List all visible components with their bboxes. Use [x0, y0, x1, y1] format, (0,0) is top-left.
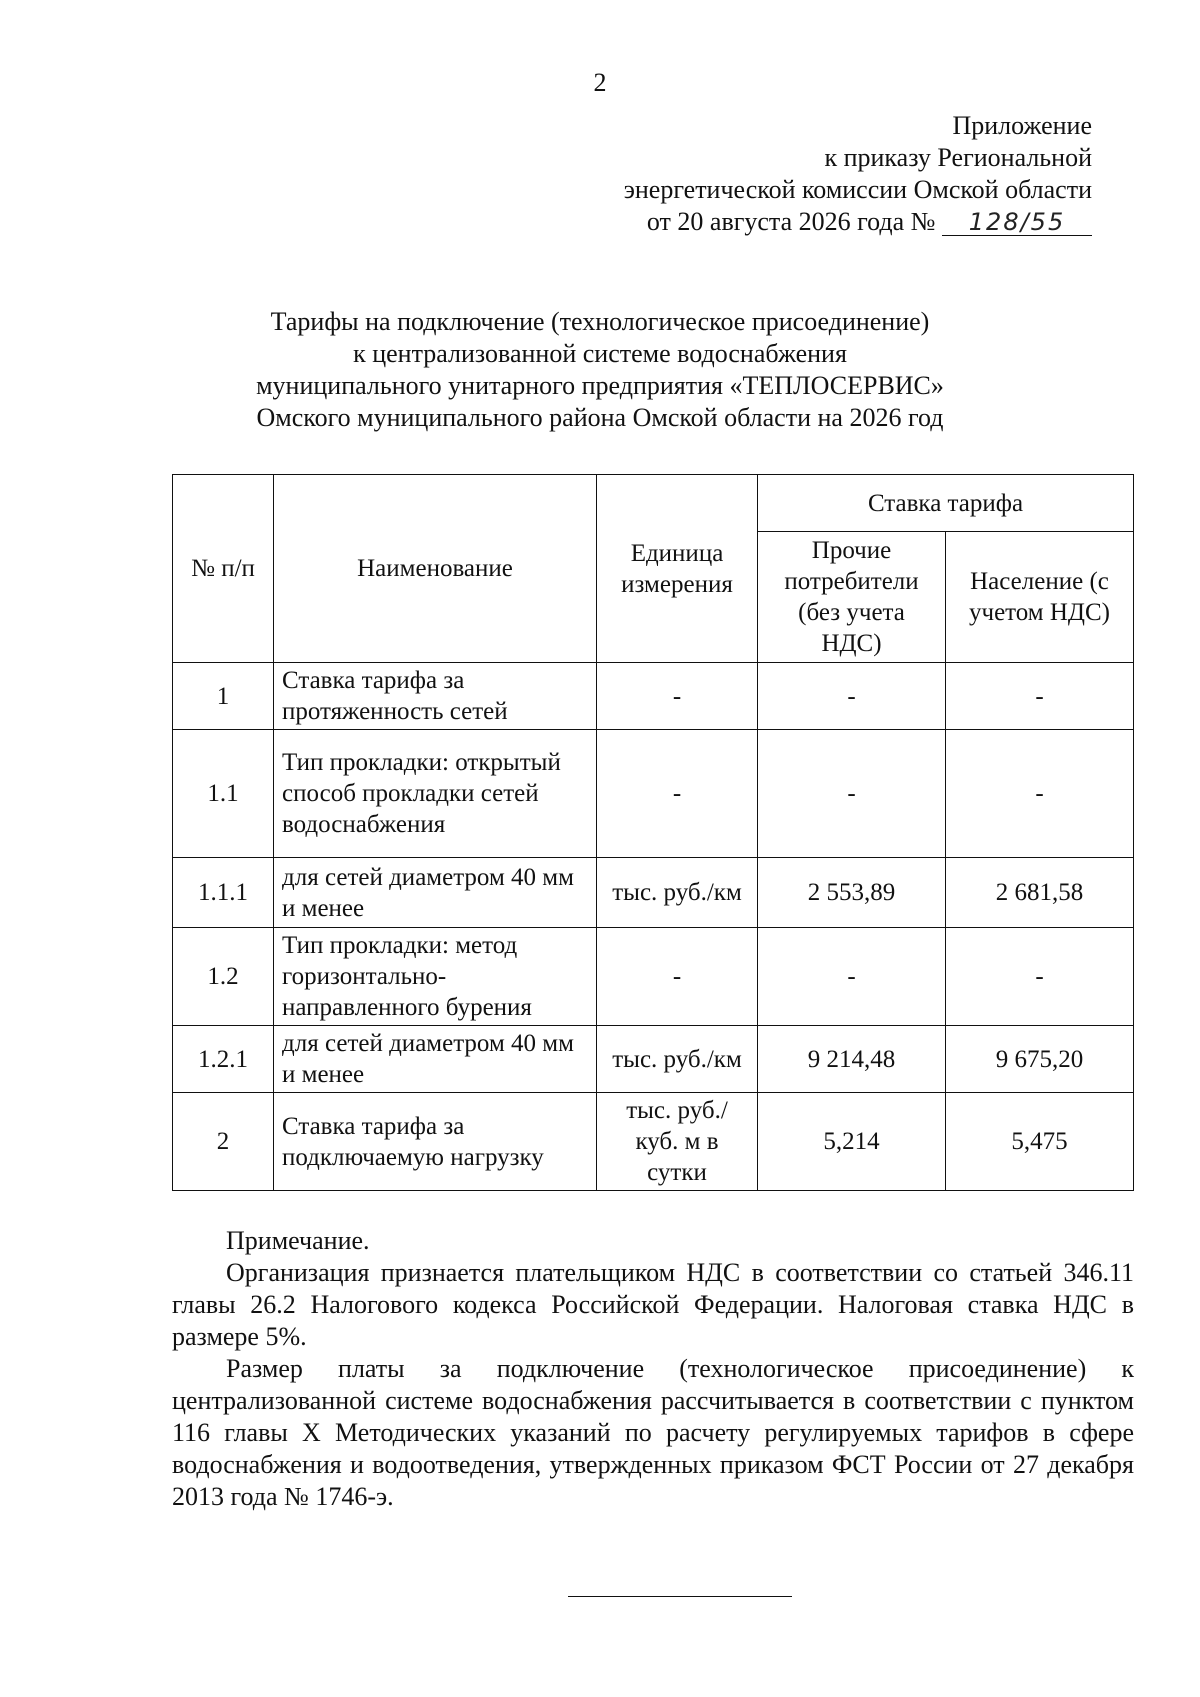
end-divider — [568, 1596, 792, 1597]
cell-num: 1 — [173, 663, 274, 730]
notes-title: Примечание. — [226, 1226, 370, 1255]
cell-other: - — [758, 663, 946, 730]
appendix-order-line — [624, 206, 1092, 238]
cell-population: - — [946, 730, 1134, 858]
cell-num: 2 — [173, 1093, 274, 1191]
cell-name: для сетей диаметром 40 мм и менее — [274, 1026, 597, 1093]
cell-num: 1.1 — [173, 730, 274, 858]
title-line: Омского муниципального района Омской области на 2026 год — [256, 403, 944, 432]
cell-unit: тыс. руб./ куб. м в сутки — [597, 1093, 758, 1191]
cell-num: 1.2.1 — [173, 1026, 274, 1093]
cell-population: - — [946, 663, 1134, 730]
cell-population: 2 681,58 — [946, 858, 1134, 928]
appendix-line: к приказу Региональной — [824, 143, 1092, 172]
cell-unit: - — [597, 730, 758, 858]
order-number-handwritten: 128/55 — [942, 209, 1092, 236]
cell-other: - — [758, 928, 946, 1026]
notes-paragraph: Размер платы за подключение (технологическое присоединение) к централизованной системе водоснабжения рассчитывается в соответствии с пунктом 116 главы X Методических указаний по расчету регулируемых тарифов в сфере водоснабжения и водоотведения, утвержденных приказом ФСТ России от 27 декабря 2013 года № 1746-э. — [172, 1354, 1134, 1511]
cell-population: 5,475 — [946, 1093, 1134, 1191]
table-row — [173, 858, 1134, 928]
table-row — [173, 663, 1134, 730]
cell-other: 2 553,89 — [758, 858, 946, 928]
header-name: Наименование — [274, 475, 597, 663]
cell-name: Ставка тарифа за протяженность сетей — [274, 663, 597, 730]
appendix-title: Приложение — [952, 111, 1092, 140]
table-header-row — [173, 475, 1134, 532]
header-population: Население (с учетом НДС) — [946, 532, 1134, 663]
cell-other: - — [758, 730, 946, 858]
cell-num: 1.2 — [173, 928, 274, 1026]
cell-unit: тыс. руб./км — [597, 858, 758, 928]
cell-name: Тип прокладки: метод горизонтально-направленного бурения — [274, 928, 597, 1026]
header-num: № п/п — [173, 475, 274, 663]
cell-population: 9 675,20 — [946, 1026, 1134, 1093]
document-title — [0, 306, 1200, 434]
table-row — [173, 1026, 1134, 1093]
table-row — [173, 730, 1134, 858]
appendix-line: энергетической комиссии Омской области — [623, 175, 1092, 204]
page-number: 2 — [593, 68, 607, 97]
tariff-table — [172, 474, 1134, 1191]
title-line: к централизованной системе водоснабжения — [353, 339, 847, 368]
header-rate: Ставка тарифа — [758, 475, 1134, 532]
cell-num: 1.1.1 — [173, 858, 274, 928]
cell-other: 5,214 — [758, 1093, 946, 1191]
order-date: от 20 августа 2026 года № — [646, 207, 936, 236]
cell-name: Ставка тарифа за подключаемую нагрузку — [274, 1093, 597, 1191]
cell-unit: тыс. руб./км — [597, 1026, 758, 1093]
cell-unit: - — [597, 928, 758, 1026]
header-other-consumers: Прочие потребители (без учета НДС) — [758, 532, 946, 663]
cell-other: 9 214,48 — [758, 1026, 946, 1093]
table-row — [173, 928, 1134, 1026]
header-unit: Единица измерения — [597, 475, 758, 663]
cell-name: Тип прокладки: открытый способ прокладки сетей водоснабжения — [274, 730, 597, 858]
title-line: Тарифы на подключение (технологическое присоединение) — [270, 307, 930, 336]
notes-section — [172, 1225, 1134, 1513]
cell-unit: - — [597, 663, 758, 730]
appendix-block — [624, 110, 1092, 238]
notes-paragraph: Организация признается плательщиком НДС в соответствии со статьей 346.11 главы 26.2 Налогового кодекса Российской Федерации. Налоговая ставка НДС в размере 5%. — [172, 1258, 1134, 1351]
title-line: муниципального унитарного предприятия «ТЕПЛОСЕРВИС» — [256, 371, 944, 400]
cell-name: для сетей диаметром 40 мм и менее — [274, 858, 597, 928]
cell-population: - — [946, 928, 1134, 1026]
table-row — [173, 1093, 1134, 1191]
